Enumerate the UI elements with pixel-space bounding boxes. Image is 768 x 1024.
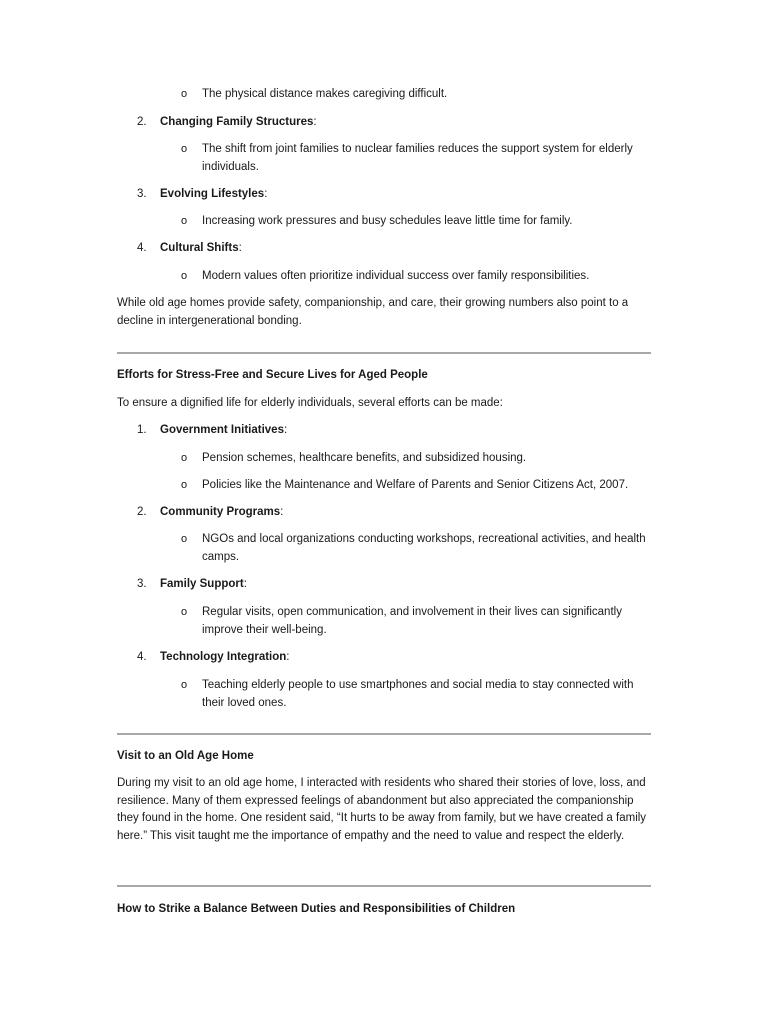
sub-item-physical-distance: The physical distance makes caregiving difficult. — [202, 88, 448, 100]
list-item-family-support — [160, 576, 247, 594]
list-item-cultural-shifts — [160, 240, 242, 258]
sub-item-text: NGOs and local organizations conducting workshops, recreational activities, and health camps. — [202, 533, 646, 563]
list-item-title: Changing Family Structures — [160, 116, 314, 128]
list-item-title: Evolving Lifestyles — [160, 188, 265, 200]
section-heading-visit: Visit to an Old Age Home — [117, 750, 254, 762]
list-item-technology-integration — [160, 649, 290, 667]
efforts-intro: To ensure a dignified life for elderly individuals, several efforts can be made: — [117, 397, 503, 409]
list-number: 3. — [137, 578, 147, 590]
colon: : — [264, 188, 268, 200]
list-item-changing-family-structures — [160, 114, 317, 132]
sub-item-text: Teaching elderly people to use smartphones and social media to stay connected with their loved ones. — [202, 679, 634, 709]
colon: : — [313, 116, 317, 128]
sub-item-text: Regular visits, open communication, and involvement in their lives can significantly improve their well-being. — [202, 606, 622, 636]
bullet-marker: o — [181, 606, 188, 618]
bullet-marker: o — [181, 270, 188, 282]
visit-paragraph: During my visit to an old age home, I interacted with residents who shared their stories of love, loss, and resilience. Many of them expressed feelings of abandonment but also appreciated the companionship they found in the home. One resident said, “It hurts to be away from family, but we have created a family here.” This visit taught me the importance of empathy and the need to value and respect the elderly. — [117, 777, 647, 842]
sub-item-text: The shift from joint families to nuclear families reduces the support system for elderly individuals. — [202, 143, 633, 173]
list-number: 1. — [137, 424, 147, 436]
list-number: 2. — [137, 116, 147, 128]
bullet-marker: o — [181, 452, 188, 464]
sub-item-text: Pension schemes, healthcare benefits, and subsidized housing. — [202, 452, 527, 464]
colon: : — [286, 651, 290, 663]
bullet-marker: o — [181, 533, 188, 545]
sub-item-text: Modern values often prioritize individual success over family responsibilities. — [202, 270, 590, 282]
bullet-marker: o — [181, 88, 188, 100]
section-heading-balance: How to Strike a Balance Between Duties and Responsibilities of Children — [117, 903, 516, 915]
horizontal-rule — [117, 885, 651, 887]
section-heading-efforts: Efforts for Stress-Free and Secure Lives for Aged People — [117, 369, 428, 381]
colon: : — [238, 242, 242, 254]
horizontal-rule — [117, 352, 651, 354]
list-number: 3. — [137, 188, 147, 200]
list-item-community-programs — [160, 504, 283, 522]
bullet-marker: o — [181, 479, 188, 491]
list-item-title: Community Programs — [160, 506, 281, 518]
list-number: 4. — [137, 651, 147, 663]
bullet-marker: o — [181, 679, 188, 691]
list-item-title: Cultural Shifts — [160, 242, 239, 254]
list-number: 2. — [137, 506, 147, 518]
colon: : — [283, 424, 288, 436]
colon: : — [280, 506, 284, 518]
horizontal-rule — [117, 733, 651, 735]
list-item-title: Family Support — [160, 578, 244, 590]
sub-item-text: Policies like the Maintenance and Welfare of Parents and Senior Citizens Act, 2007. — [202, 479, 629, 491]
closing-paragraph: While old age homes provide safety, companionship, and care, their growing numbers also point to a decline in intergenerational bonding. — [117, 297, 629, 327]
colon: : — [243, 578, 247, 590]
bullet-marker: o — [181, 215, 188, 227]
list-item-title: Government Initiatives — [160, 424, 284, 436]
sub-item-text: Increasing work pressures and busy schedules leave little time for family. — [202, 215, 573, 227]
list-item-government-initiatives — [160, 422, 287, 440]
list-item-evolving-lifestyles — [160, 186, 267, 204]
list-number: 4. — [137, 242, 147, 254]
bullet-marker: o — [181, 143, 188, 155]
list-item-title: Technology Integration — [160, 651, 287, 663]
